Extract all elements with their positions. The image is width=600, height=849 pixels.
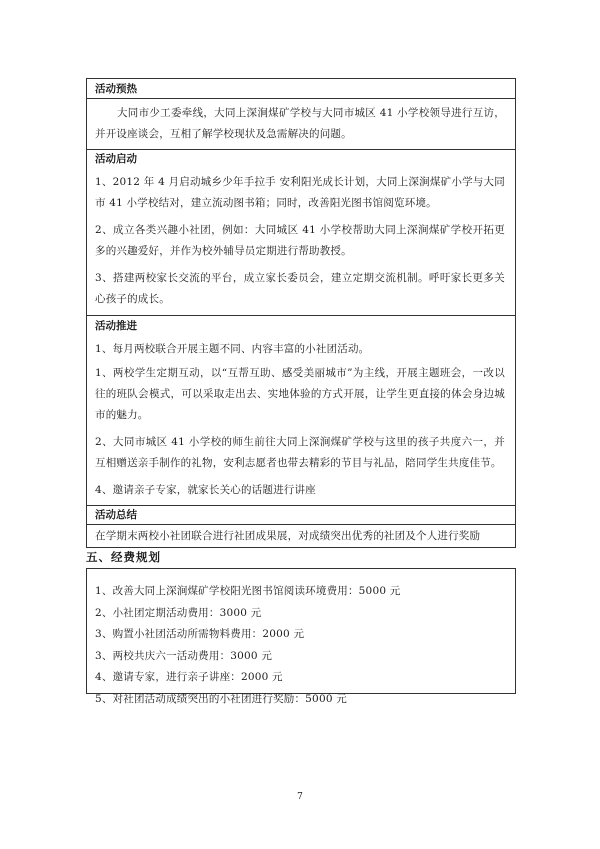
launch-item: 2、成立各类兴趣小社团，例如：大同城区 41 小学校帮助大同上深涧煤矿学校开拓更多的兴趣爱好，并作为校外辅导员定期进行帮助教授。 — [95, 224, 505, 257]
warmup-heading: 活动预热 — [95, 83, 137, 95]
divider — [87, 149, 515, 150]
budget-section-title: 五、经费规划 — [86, 550, 161, 564]
advance-item: 2、大同市城区 41 小学校的师生前往大同上深涧煤矿学校与这里的孩子共度六一，并互相赠送亲手制作的礼物，安利志愿者也带去精彩的节目与礼品，陪同学生共度佳节。 — [95, 436, 505, 469]
budget-box — [86, 568, 516, 705]
summary-heading: 活动总结 — [95, 509, 137, 521]
budget-item: 3、两校共庆六一活动费用：3000 元 — [95, 649, 273, 662]
divider — [87, 524, 515, 525]
summary-text: 在学期末两校小社团联合进行社团成果展，对成绩突出优秀的社团及个人进行奖励 — [95, 530, 481, 542]
budget-item: 4、邀请专家，进行亲子讲座：2000 元 — [95, 671, 283, 683]
launch-item: 3、搭建两校家长交流的平台，成立家长委员会，建立定期交流机制。呼吁家长更多关心孩子的成长。 — [95, 272, 505, 305]
budget-item: 5、对社团活动成绩突出的小社团进行奖励：5000 元 — [95, 692, 347, 705]
advance-heading: 活动推进 — [95, 320, 137, 332]
launch-heading: 活动启动 — [95, 153, 137, 165]
advance-item: 4、邀请亲子专家，就家长关心的话题进行讲座 — [95, 484, 316, 496]
advance-item: 1、两校学生定期互动，以“互帮互助、感受美丽城市”为主线，开展主题班会，一改以往的班队会模式，可以采取走出去、实地体验的方式开展，让学生更直接的体会身边城市的魅力。 — [95, 367, 505, 421]
divider — [87, 98, 515, 99]
divider — [87, 315, 515, 316]
advance-item: 1、每月两校联合开展主题不同、内容丰富的小社团活动。 — [95, 343, 370, 355]
budget-item: 1、改善大同上深涧煤矿学校阳光图书馆阅读环境费用：5000 元 — [95, 585, 401, 597]
activity-table — [86, 78, 516, 548]
budget-item: 3、购置小社团活动所需物料费用：2000 元 — [95, 628, 305, 640]
launch-item: 1、2012 年 4 月启动城乡少年手拉手 安利阳光成长计划，大同上深涧煤矿小学与大同市 41 小学校结对，建立流动图书箱；同时，改善阳光图书馆阅览环境。 — [95, 176, 505, 209]
warmup-text: 大同市少工委牵线，大同上深涧煤矿学校与大同市城区 41 小学校领导进行互访，并开设座谈会，互相了解学校现状及急需解决的问题。 — [95, 107, 505, 140]
budget-item: 2、小社团定期活动费用：3000 元 — [95, 606, 262, 619]
page-number: 7 — [297, 792, 303, 802]
divider — [87, 505, 515, 506]
